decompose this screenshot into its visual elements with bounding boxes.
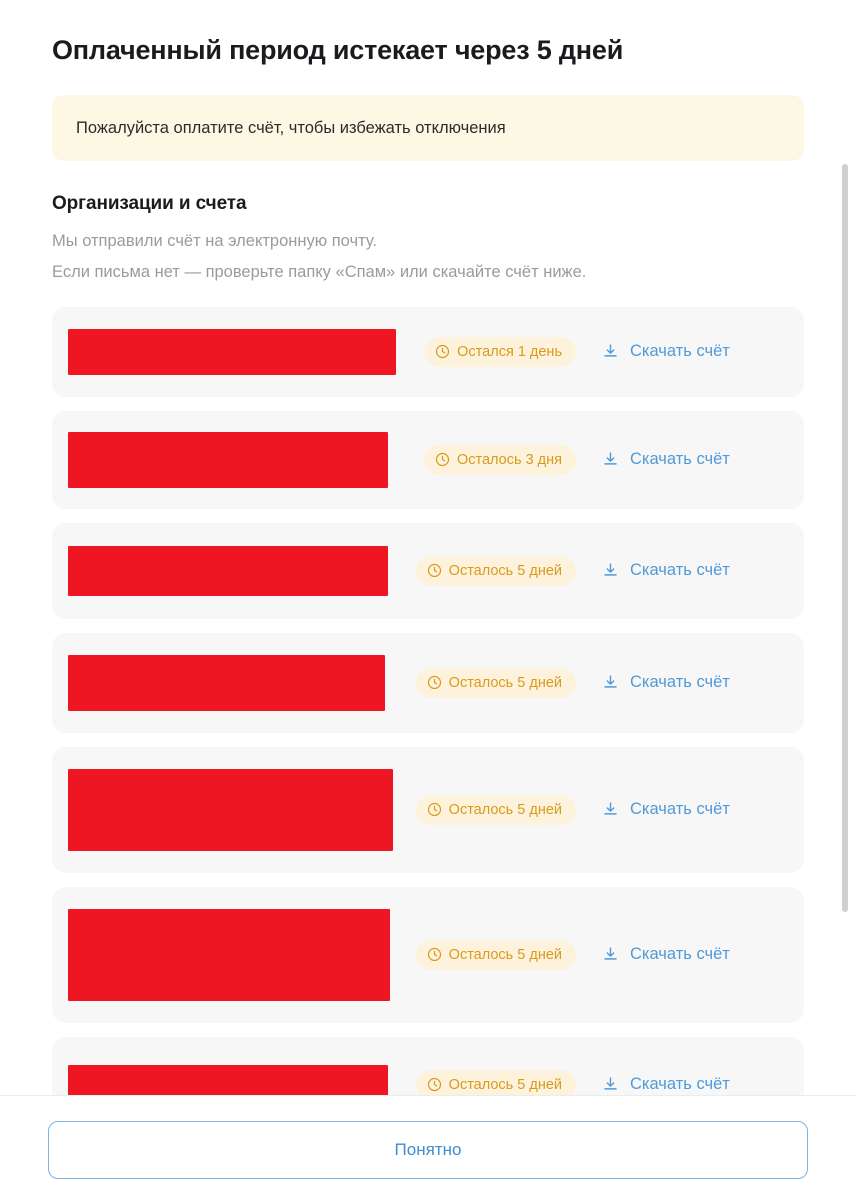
status-badge xyxy=(424,337,576,367)
download-icon xyxy=(602,343,619,360)
redaction-block xyxy=(68,432,388,488)
status-badge xyxy=(416,1070,576,1096)
subtitle-line-2: Если письма нет — проверьте папку «Спам» или скачайте счёт ниже. xyxy=(52,262,587,281)
download-icon xyxy=(602,674,619,691)
redaction-block xyxy=(68,546,388,596)
download-invoice-label: Скачать счёт xyxy=(630,450,730,469)
download-invoice-link[interactable] xyxy=(602,450,782,469)
table-row xyxy=(52,411,804,509)
organization-name xyxy=(68,546,416,596)
section-title-organizations: Организации и счета xyxy=(52,193,247,214)
table-row xyxy=(52,307,804,397)
status-badge xyxy=(416,795,576,825)
invoice-list xyxy=(52,307,804,1096)
download-invoice-label: Скачать счёт xyxy=(630,1075,730,1094)
download-invoice-link[interactable] xyxy=(602,945,782,964)
status-badge xyxy=(416,940,576,970)
organization-name xyxy=(68,432,424,488)
download-icon xyxy=(602,946,619,963)
table-row xyxy=(52,1037,804,1096)
clock-icon xyxy=(427,947,442,962)
status-badge-label: Осталось 3 дня xyxy=(456,451,562,468)
clock-icon xyxy=(427,1077,442,1092)
scrollbar-track[interactable] xyxy=(846,80,852,1084)
status-badge-label: Остался 1 день xyxy=(457,343,562,360)
status-badge xyxy=(416,668,576,698)
dialog-footer xyxy=(0,1095,856,1204)
scrollbar-thumb[interactable] xyxy=(842,164,848,912)
download-invoice-label: Скачать счёт xyxy=(630,342,730,361)
clock-icon xyxy=(427,563,442,578)
status-badge-label: Осталось 5 дней xyxy=(448,1076,562,1093)
download-invoice-link[interactable] xyxy=(602,1075,782,1094)
download-invoice-label: Скачать счёт xyxy=(630,945,730,964)
organization-name xyxy=(68,655,416,711)
payment-notice-banner: Пожалуйста оплатите счёт, чтобы избежать отключения xyxy=(52,95,804,161)
download-invoice-label: Скачать счёт xyxy=(630,800,730,819)
status-badge xyxy=(424,445,576,475)
redaction-block xyxy=(68,655,385,711)
status-badge xyxy=(416,556,576,586)
clock-icon xyxy=(427,802,442,817)
page-title: Оплаченный период истекает через 5 дней xyxy=(52,35,624,65)
redaction-block xyxy=(68,329,396,375)
organization-name xyxy=(68,769,416,851)
status-badge-label: Осталось 5 дней xyxy=(448,801,562,818)
clock-icon xyxy=(435,452,450,467)
ok-button[interactable]: Понятно xyxy=(48,1121,808,1179)
status-badge-label: Осталось 5 дней xyxy=(448,674,562,691)
download-invoice-label: Скачать счёт xyxy=(630,673,730,692)
redaction-block xyxy=(68,769,393,851)
table-row xyxy=(52,523,804,619)
download-icon xyxy=(602,562,619,579)
clock-icon xyxy=(427,675,442,690)
download-icon xyxy=(602,801,619,818)
table-row xyxy=(52,747,804,873)
download-icon xyxy=(602,1076,619,1093)
table-row xyxy=(52,887,804,1023)
redaction-block xyxy=(68,1065,388,1096)
organization-name xyxy=(68,1065,416,1096)
download-invoice-label: Скачать счёт xyxy=(630,561,730,580)
status-badge-label: Осталось 5 дней xyxy=(448,562,562,579)
organization-name xyxy=(68,329,424,375)
organization-name xyxy=(68,909,416,1001)
clock-icon xyxy=(435,344,450,359)
download-invoice-link[interactable] xyxy=(602,342,782,361)
table-row xyxy=(52,633,804,733)
download-invoice-link[interactable] xyxy=(602,561,782,580)
download-icon xyxy=(602,451,619,468)
redaction-block xyxy=(68,909,390,1001)
download-invoice-link[interactable] xyxy=(602,800,782,819)
subtitle-line-1: Мы отправили счёт на электронную почту. xyxy=(52,231,377,250)
status-badge-label: Осталось 5 дней xyxy=(448,946,562,963)
download-invoice-link[interactable] xyxy=(602,673,782,692)
